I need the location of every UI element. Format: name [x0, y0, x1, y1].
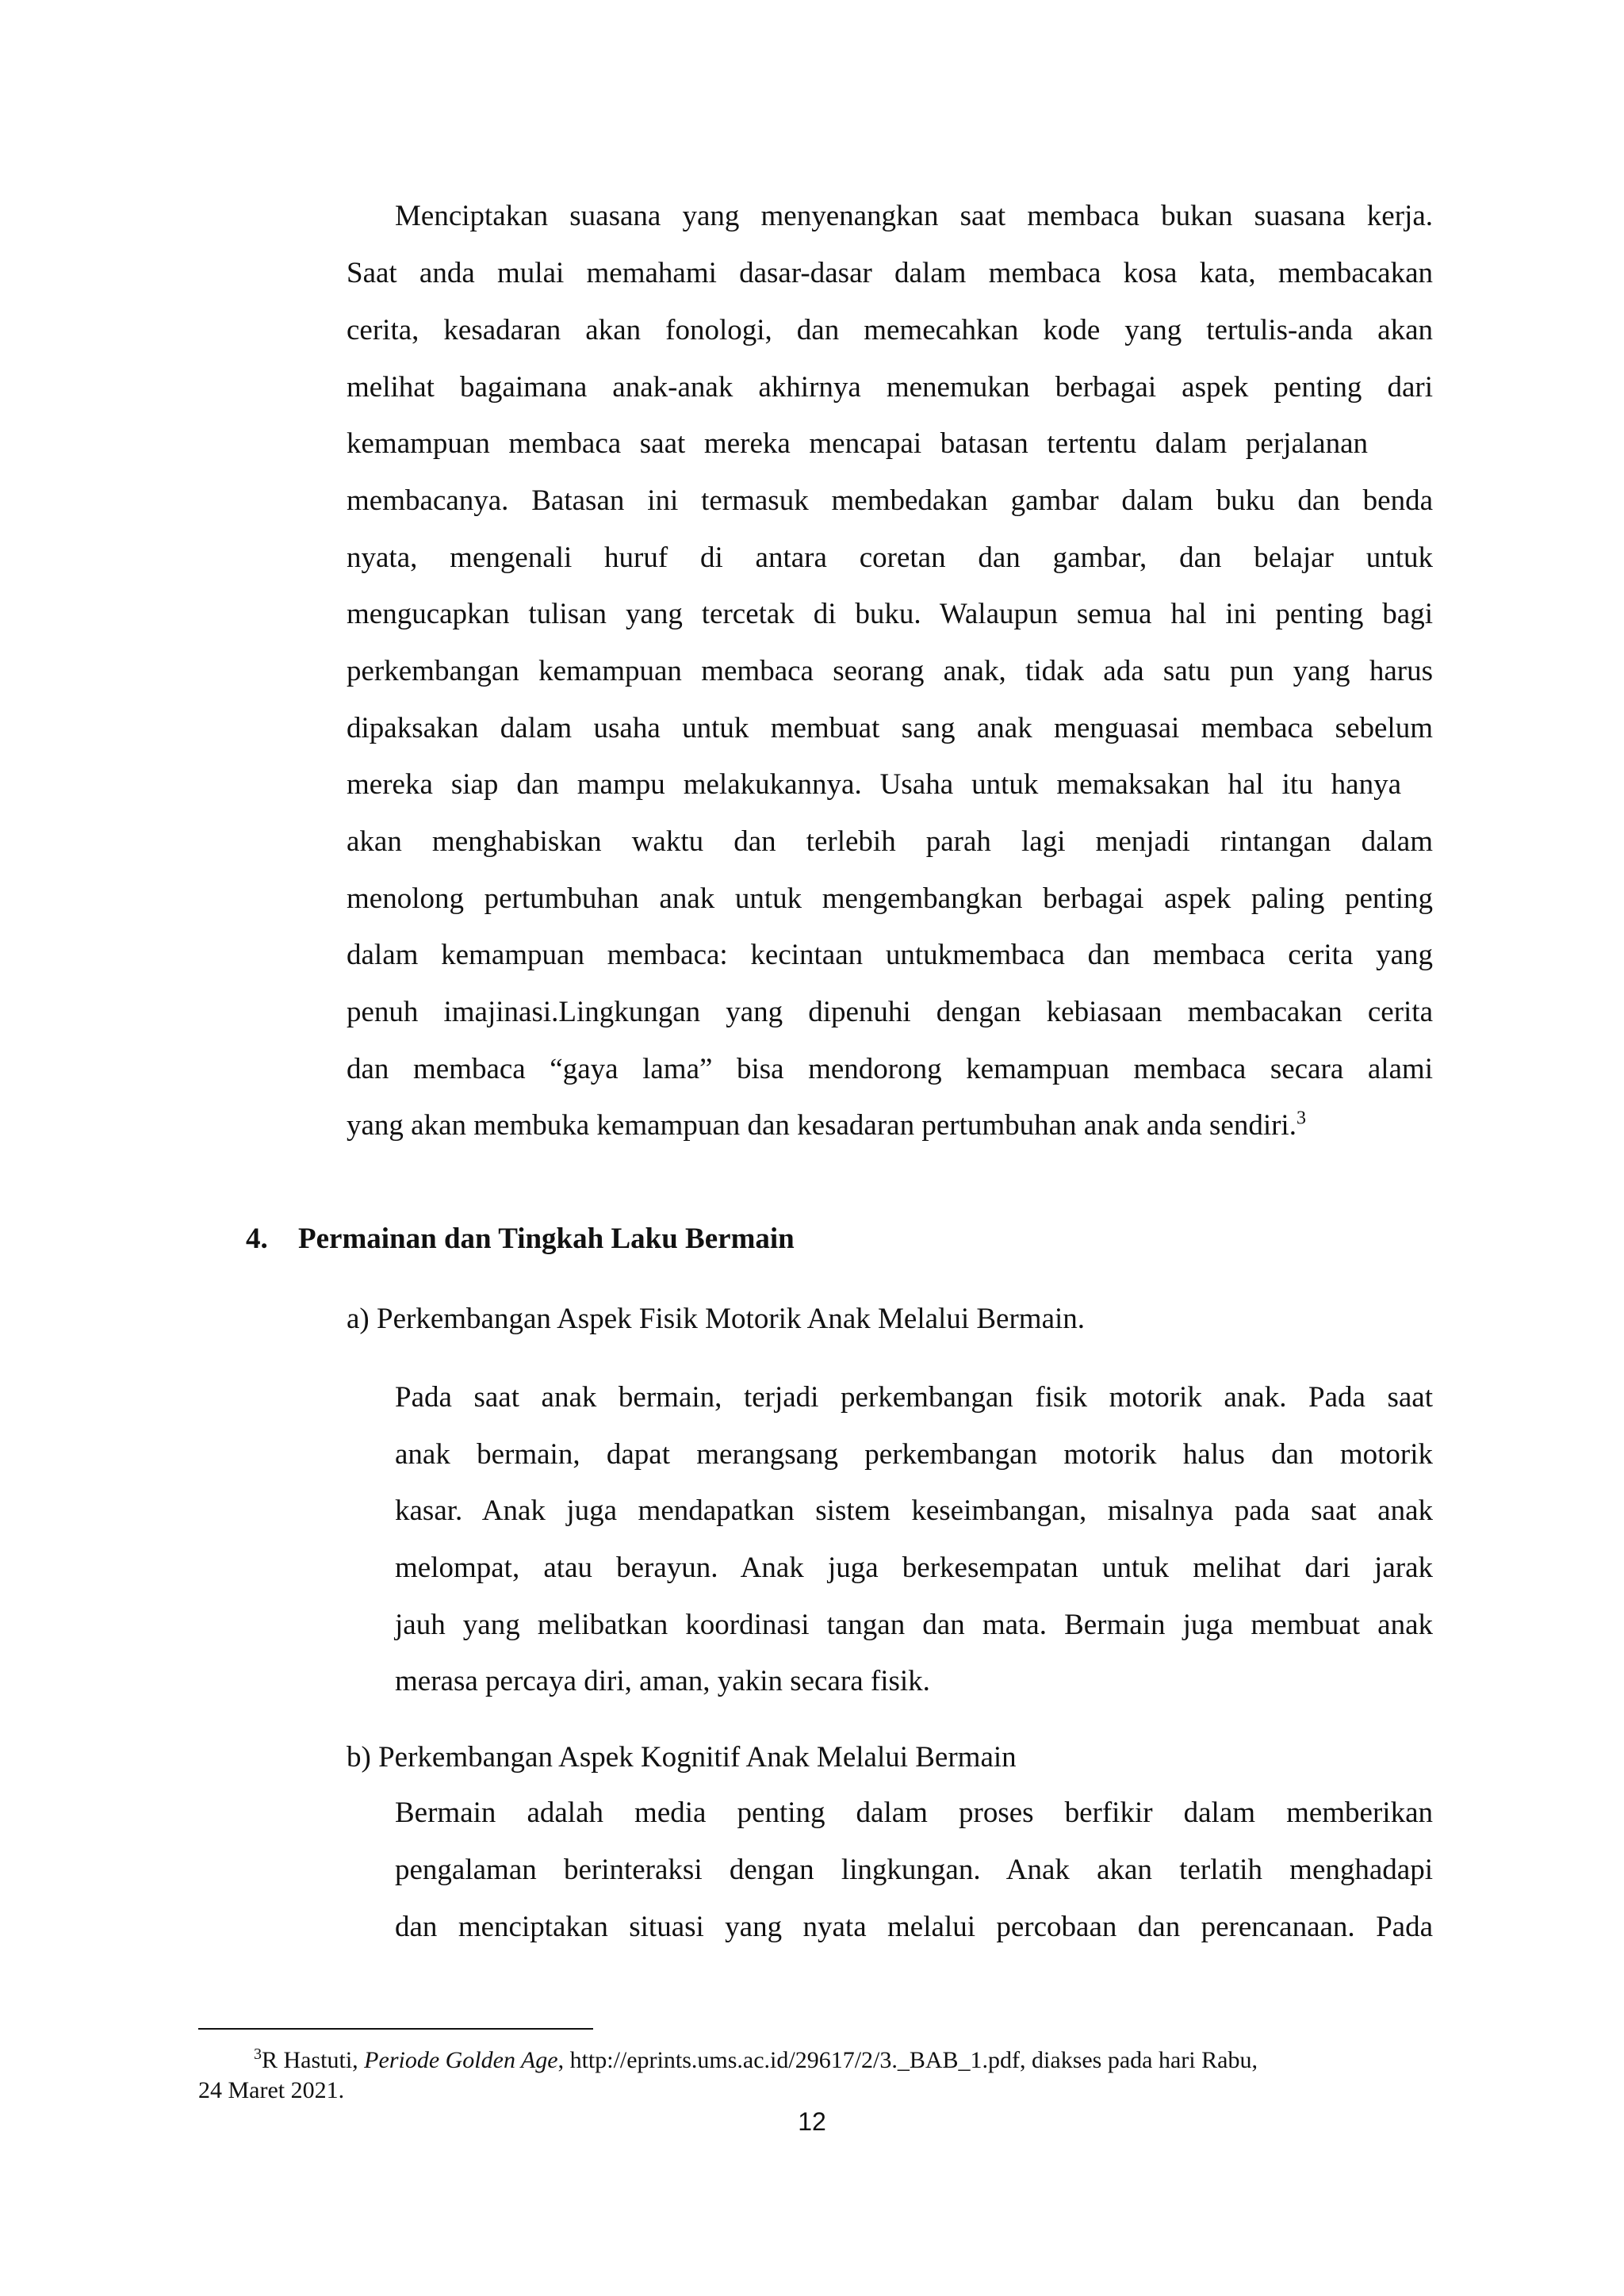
paragraph-line: Pada saat anak bermain, terjadi perkembangan fisik motorik anak. Pada saat: [395, 1381, 1433, 1414]
paragraph-line: perkembangan kemampuan membaca seorang anak, tidak ada satu pun yang harus: [347, 655, 1433, 687]
footnote-reference[interactable]: 3: [1296, 1108, 1306, 1129]
paragraph-line: mengucapkan tulisan yang tercetak di buku. Walaupun semua hal ini penting bagi: [347, 598, 1433, 630]
paragraph-line: mereka siap dan mampu melakukannya. Usaha untuk memaksakan hal itu hanya: [347, 768, 1401, 801]
section-title: Permainan dan Tingkah Laku Bermain: [298, 1223, 795, 1255]
paragraph-line: melompat, atau berayun. Anak juga berkesempatan untuk melihat dari jarak: [395, 1552, 1433, 1584]
paragraph-line: nyata, mengenali huruf di antara coretan dan gambar, dan belajar untuk: [347, 541, 1433, 574]
footnote-line-1: [254, 2045, 1258, 2076]
footnote-source-link[interactable]: , http://eprints.ums.ac.id/29617/2/3._BAB_1.pdf, diakses pada hari Rabu,: [557, 2047, 1258, 2073]
paragraph-line: membacanya. Batasan ini termasuk membedakan gambar dalam buku dan benda: [347, 484, 1433, 517]
paragraph-line: akan menghabiskan waktu dan terlebih parah lagi menjadi rintangan dalam: [347, 825, 1433, 858]
paragraph-line: Saat anda mulai memahami dasar-dasar dalam membaca kosa kata, membacakan: [347, 257, 1433, 289]
paragraph-line: Bermain adalah media penting dalam proses berfikir dalam memberikan: [395, 1797, 1433, 1829]
footnote-title: Periode Golden Age: [364, 2047, 558, 2073]
paragraph-line: kemampuan membaca saat mereka mencapai batasan tertentu dalam perjalanan: [347, 427, 1368, 460]
subsection-a-heading: a) Perkembangan Aspek Fisik Motorik Anak Melalui Bermain.: [347, 1303, 1086, 1335]
paragraph-line: melihat bagaimana anak-anak akhirnya menemukan berbagai aspek penting dari: [347, 371, 1433, 404]
paragraph-line: cerita, kesadaran akan fonologi, dan memecahkan kode yang tertulis-anda akan: [347, 314, 1433, 346]
footnote-marker: 3: [254, 2045, 262, 2063]
paragraph-line: dan membaca “gaya lama” bisa mendorong kemampuan membaca secara alami: [347, 1053, 1433, 1085]
section-heading: [246, 1221, 795, 1257]
section-number: 4.: [246, 1223, 268, 1255]
paragraph-line: anak bermain, dapat merangsang perkembangan motorik halus dan motorik: [395, 1438, 1433, 1471]
paragraph-line: menolong pertumbuhan anak untuk mengembangkan berbagai aspek paling penting: [347, 882, 1433, 915]
paragraph-line: penuh imajinasi.Lingkungan yang dipenuhi dengan kebiasaan membacakan cerita: [347, 996, 1433, 1028]
paragraph-line: dan menciptakan situasi yang nyata melalui percobaan dan perencanaan. Pada: [395, 1911, 1433, 1943]
paragraph-line: Menciptakan suasana yang menyenangkan saat membaca bukan suasana kerja.: [395, 200, 1433, 232]
paragraph-line-last: [347, 1108, 1433, 1144]
paragraph-line: jauh yang melibatkan koordinasi tangan dan mata. Bermain juga membuat anak: [395, 1609, 1433, 1641]
paragraph-line-text: yang akan membuka kemampuan dan kesadaran pertumbuhan anak anda sendiri.: [347, 1109, 1297, 1142]
footnote-author: R Hastuti,: [262, 2047, 365, 2073]
subsection-b-heading: b) Perkembangan Aspek Kognitif Anak Melalui Bermain: [347, 1741, 1017, 1774]
page-number: 12: [798, 2107, 826, 2136]
paragraph-line: pengalaman berinteraksi dengan lingkungan. Anak akan terlatih menghadapi: [395, 1854, 1433, 1886]
footnote-separator: [198, 2028, 593, 2030]
paragraph-line: dalam kemampuan membaca: kecintaan untukmembaca dan membaca cerita yang: [347, 939, 1433, 971]
footnote-line-2: 24 Maret 2021.: [198, 2077, 345, 2103]
paragraph-line: dipaksakan dalam usaha untuk membuat sang anak menguasai membaca sebelum: [347, 712, 1433, 744]
paragraph-line: kasar. Anak juga mendapatkan sistem keseimbangan, misalnya pada saat anak: [395, 1494, 1433, 1527]
paragraph-line: merasa percaya diri, aman, yakin secara fisik.: [395, 1665, 930, 1697]
